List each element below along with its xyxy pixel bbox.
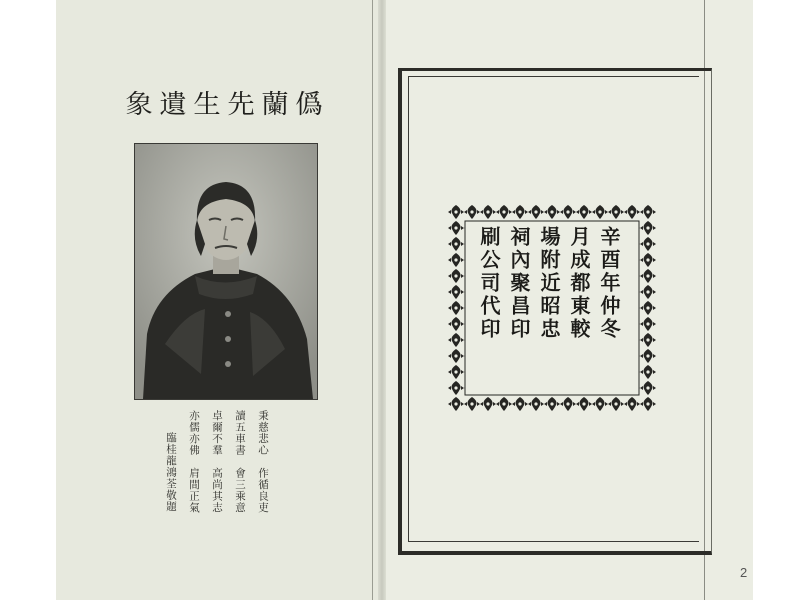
book-gutter	[378, 0, 386, 600]
title-char: 象	[125, 89, 153, 120]
page-number: 2	[740, 565, 748, 580]
page-edge-line	[372, 0, 373, 600]
title-char: 生	[193, 89, 221, 120]
caption-signature: 臨桂龍鴻荃敬題	[165, 432, 177, 513]
colophon-column: 辛酉年仲冬	[597, 226, 621, 341]
colophon-column: 月成都東較	[567, 226, 591, 341]
colophon-column: 場附近昭忠	[537, 226, 561, 341]
portrait-photo	[134, 143, 318, 400]
colophon-column: 祠內聚昌印	[507, 226, 531, 341]
title-char: 僞	[295, 89, 323, 120]
portrait-title	[126, 84, 322, 120]
title-char: 先	[227, 89, 255, 120]
colophon-column: 刷公司代印	[477, 226, 501, 341]
caption-column: 讀五車書 會三乘意	[234, 410, 246, 514]
caption-column: 卓爾不羣 高尚其志	[211, 410, 223, 514]
caption-column: 亦儒亦佛 肩間正氣	[188, 410, 200, 514]
title-char: 蘭	[261, 89, 289, 120]
caption-column: 秉慈悲心 作循良吏	[257, 410, 269, 514]
title-char: 遺	[159, 89, 187, 120]
